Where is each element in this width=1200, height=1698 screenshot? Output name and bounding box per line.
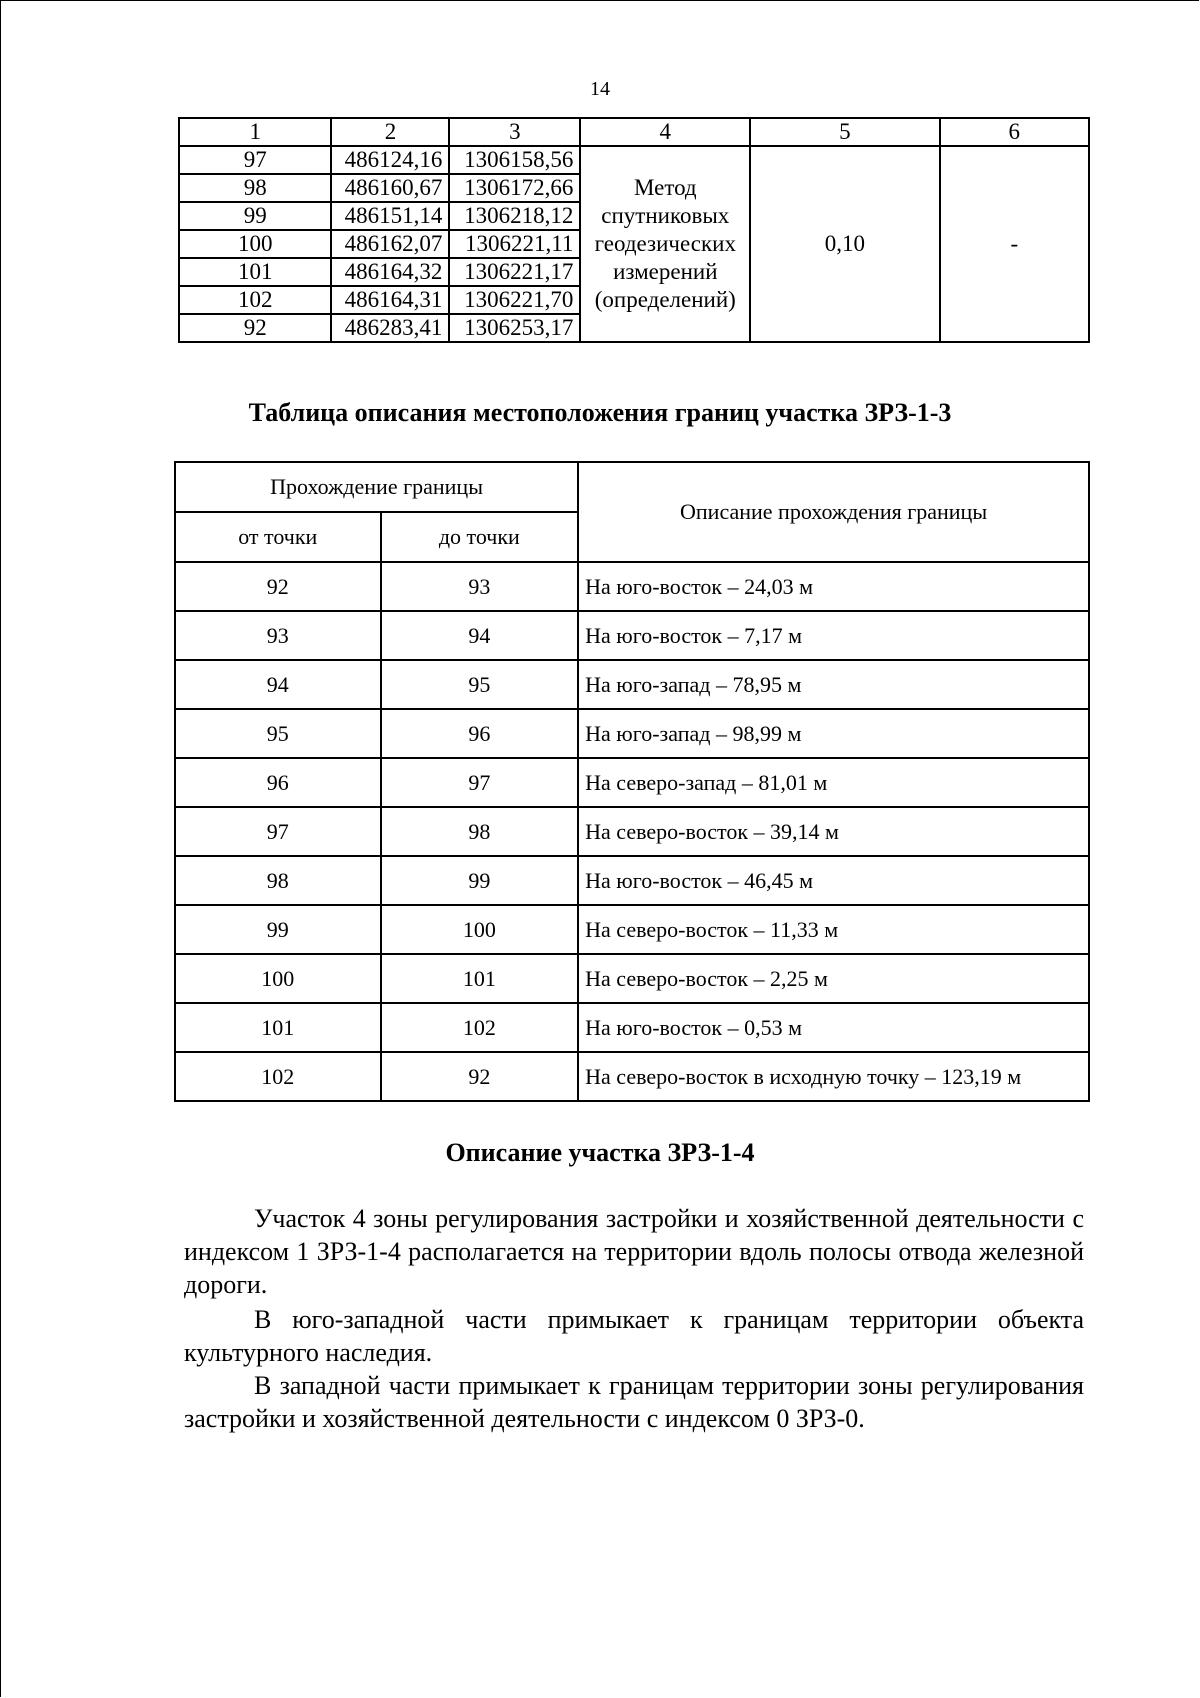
point-cell: 102 [179, 286, 331, 314]
point-cell: 99 [179, 202, 331, 230]
header-desc: Описание прохождения границы [578, 462, 1089, 562]
boundary-table-title: Таблица описания местоположения границ участка ЗРЗ-1-3 [248, 398, 952, 427]
desc-cell: На юго-восток – 46,45 м [578, 856, 1089, 905]
table-row [175, 954, 1089, 1003]
to-cell: 95 [381, 660, 579, 709]
from-cell: 99 [175, 905, 381, 954]
point-cell: 100 [179, 230, 331, 258]
desc-cell: На юго-восток – 0,53 м [578, 1003, 1089, 1052]
to-cell: 93 [381, 562, 579, 611]
col-header: 3 [449, 118, 580, 146]
x-cell: 486160,67 [331, 174, 449, 202]
table-row [175, 905, 1089, 954]
to-cell: 100 [381, 905, 579, 954]
desc-cell: На северо-запад – 81,01 м [578, 758, 1089, 807]
page-number: 14 [590, 78, 610, 100]
desc-cell: На юго-восток – 24,03 м [578, 562, 1089, 611]
x-cell: 486283,41 [331, 314, 449, 342]
section-title: Описание участка ЗРЗ-1-4 [445, 1138, 755, 1167]
x-cell: 486124,16 [331, 146, 449, 174]
method-line: Метод [633, 175, 697, 200]
method-line: спутниковых [601, 203, 730, 228]
header-from: от точки [175, 512, 381, 562]
table-header-row [179, 118, 1089, 146]
point-cell: 98 [179, 174, 331, 202]
col-header: 6 [940, 118, 1089, 146]
x-cell: 486151,14 [331, 202, 449, 230]
from-cell: 95 [175, 709, 381, 758]
y-cell: 1306158,56 [449, 146, 580, 174]
table-row [175, 709, 1089, 758]
to-cell: 102 [381, 1003, 579, 1052]
to-cell: 98 [381, 807, 579, 856]
col-header: 4 [580, 118, 750, 146]
table-row [175, 758, 1089, 807]
y-cell: 1306253,17 [449, 314, 580, 342]
col-header: 1 [179, 118, 331, 146]
from-cell: 94 [175, 660, 381, 709]
paragraph: В юго-западной части примыкает к границам территории объекта культурного наследия. [184, 1305, 1084, 1367]
table-header-row [175, 462, 1089, 512]
to-cell: 101 [381, 954, 579, 1003]
table-row [175, 856, 1089, 905]
to-cell: 99 [381, 856, 579, 905]
point-cell: 92 [179, 314, 331, 342]
col-header: 2 [331, 118, 449, 146]
desc-cell: На юго-восток – 7,17 м [578, 611, 1089, 660]
table-row [175, 807, 1089, 856]
paragraph: Участок 4 зоны регулирования застройки и хозяйственной деятельности с индексом 1 ЗРЗ-1-4 располагается на территории вдоль полосы отвода железной дороги. [184, 1204, 1084, 1299]
from-cell: 102 [175, 1052, 381, 1101]
table-row [175, 562, 1089, 611]
to-cell: 96 [381, 709, 579, 758]
x-cell: 486164,31 [331, 286, 449, 314]
y-cell: 1306172,66 [449, 174, 580, 202]
y-cell: 1306221,11 [449, 230, 580, 258]
desc-cell: На северо-восток – 2,25 м [578, 954, 1089, 1003]
col6-cell: - [940, 146, 1089, 342]
desc-cell: На юго-запад – 98,99 м [578, 709, 1089, 758]
header-to: до точки [381, 512, 579, 562]
from-cell: 98 [175, 856, 381, 905]
desc-cell: На северо-восток в исходную точку – 123,19 м [578, 1052, 1089, 1101]
method-line: геодезических [594, 231, 736, 256]
from-cell: 101 [175, 1003, 381, 1052]
method-line: измерений [613, 259, 718, 284]
from-cell: 93 [175, 611, 381, 660]
to-cell: 97 [381, 758, 579, 807]
table-row [175, 1052, 1089, 1101]
table-row [175, 660, 1089, 709]
header-group: Прохождение границы [175, 462, 578, 512]
table-row [179, 146, 1089, 174]
from-cell: 100 [175, 954, 381, 1003]
to-cell: 92 [381, 1052, 579, 1101]
table-row [175, 1003, 1089, 1052]
point-cell: 101 [179, 258, 331, 286]
point-cell: 97 [179, 146, 331, 174]
coordinates-table [178, 117, 1090, 343]
desc-cell: На северо-восток – 39,14 м [578, 807, 1089, 856]
x-cell: 486164,32 [331, 258, 449, 286]
paragraph: В западной части примыкает к границам территории зоны регулирования застройки и хозяйственной деятельности с индексом 0 ЗРЗ-0. [184, 1371, 1084, 1433]
accuracy-cell: 0,10 [750, 146, 939, 342]
desc-cell: На юго-запад – 78,95 м [578, 660, 1089, 709]
from-cell: 92 [175, 562, 381, 611]
y-cell: 1306221,17 [449, 258, 580, 286]
x-cell: 486162,07 [331, 230, 449, 258]
boundary-table [174, 461, 1090, 1102]
from-cell: 97 [175, 807, 381, 856]
y-cell: 1306221,70 [449, 286, 580, 314]
desc-cell: На северо-восток – 11,33 м [578, 905, 1089, 954]
method-cell [580, 146, 750, 342]
method-line: (определений) [594, 287, 736, 312]
table-row [175, 611, 1089, 660]
from-cell: 96 [175, 758, 381, 807]
to-cell: 94 [381, 611, 579, 660]
col-header: 5 [750, 118, 939, 146]
y-cell: 1306218,12 [449, 202, 580, 230]
